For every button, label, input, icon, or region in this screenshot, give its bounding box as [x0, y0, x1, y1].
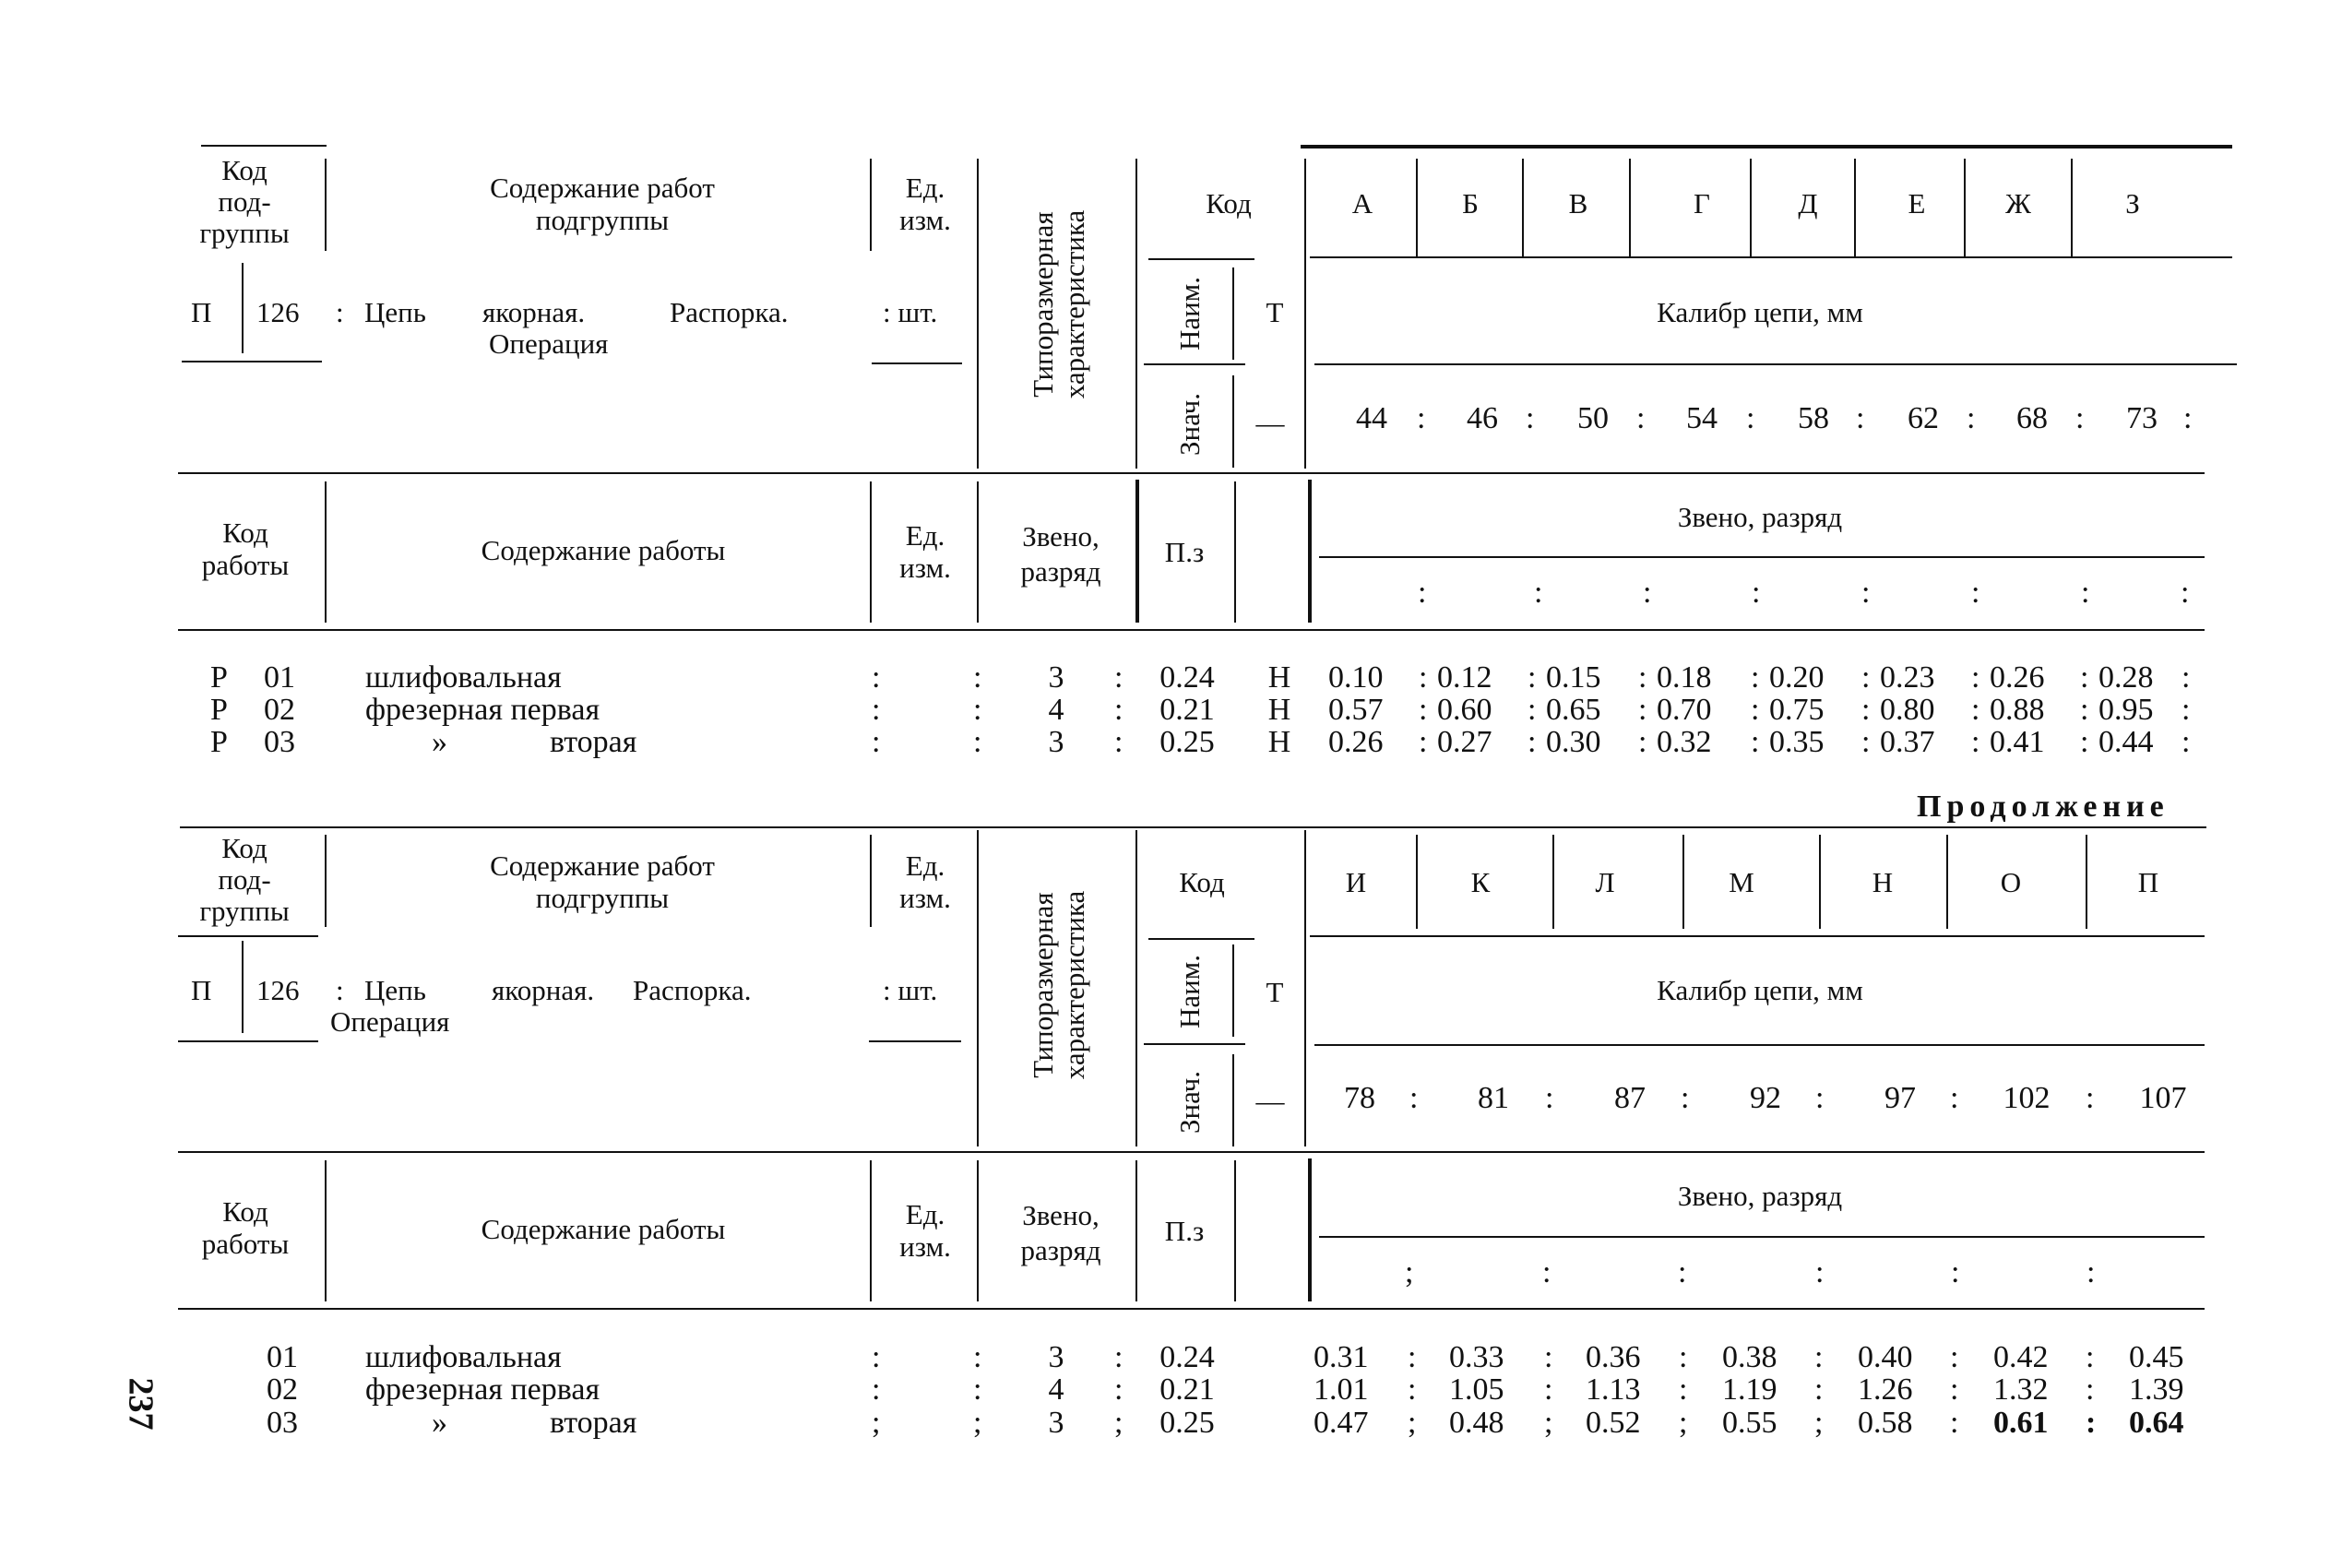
value-cell: 0.40 — [1858, 1340, 1913, 1374]
row-pz: 0.24 — [1159, 1340, 1215, 1374]
crew-title: Звено, разряд — [1677, 501, 1843, 533]
colon: : — [2081, 576, 2090, 610]
value-cell: 0.57 — [1328, 693, 1384, 727]
rule — [178, 935, 318, 937]
colon: : — [872, 660, 881, 695]
unit-header: Ед. изм. — [899, 1198, 951, 1263]
colon: : — [1950, 1081, 1959, 1115]
size-characteristic-header: Типоразмерная характеристика — [1026, 209, 1090, 399]
letter-cell: П — [2137, 866, 2159, 898]
row-t: Н — [1267, 693, 1291, 727]
subgroup-code: 126 — [256, 974, 300, 1006]
row-prefix: Р — [210, 725, 228, 759]
colon: : — [1967, 401, 1976, 435]
value-header: Знач. — [1172, 393, 1206, 456]
value-cell: 1.01 — [1314, 1372, 1369, 1407]
subgroup-code-header: Код под- группы — [199, 154, 290, 249]
rule — [1854, 159, 1856, 256]
row-name: фрезерная первая — [365, 693, 600, 727]
colon: : — [336, 296, 344, 328]
rule — [1135, 1160, 1137, 1301]
rule — [977, 830, 979, 1146]
colon: : — [1752, 576, 1761, 610]
rule — [1314, 1044, 2205, 1046]
rule — [325, 159, 327, 251]
value-cell: 0.20 — [1769, 660, 1825, 695]
colon: : — [1418, 576, 1427, 610]
value-cell: 0.52 — [1586, 1406, 1641, 1440]
rule — [325, 835, 327, 927]
value-cell: 1.26 — [1858, 1372, 1913, 1407]
value-cell: 0.12 — [1437, 660, 1492, 695]
caliber-value: 68 — [2016, 401, 2048, 435]
colon: : — [1951, 1255, 1960, 1289]
row-pz: 0.25 — [1159, 1406, 1215, 1440]
rule — [1304, 830, 1306, 1146]
colon: : — [1815, 1255, 1825, 1289]
subgroup-prefix: П — [191, 296, 212, 328]
colon: : — [336, 974, 344, 1006]
rule — [178, 1040, 318, 1042]
rule — [870, 159, 872, 251]
rule — [1416, 835, 1418, 929]
rule — [1301, 145, 2232, 148]
colon: : — [1746, 401, 1755, 435]
colon: : — [973, 693, 982, 727]
rule — [1310, 935, 2205, 937]
letter-cell: Л — [1595, 866, 1615, 898]
work-code-header: Код работы — [201, 517, 290, 581]
colon: : — [2086, 1255, 2096, 1289]
colon: : — [1114, 693, 1123, 727]
subgroup-content-header: Содержание работ подгруппы — [490, 172, 715, 236]
letter-cell: Н — [1872, 866, 1894, 898]
rule — [178, 472, 2205, 474]
caliber-value: 81 — [1478, 1081, 1509, 1115]
rule — [1308, 480, 1312, 623]
rule — [977, 1160, 979, 1301]
value-cell: 1.19 — [1722, 1372, 1777, 1407]
ditto-mark: » — [432, 1406, 447, 1440]
row-crew: 3 — [1048, 1406, 1064, 1440]
letter-cell: К — [1470, 866, 1491, 898]
caliber-value: 78 — [1344, 1081, 1375, 1115]
caliber-title: Калибр цепи, мм — [1657, 296, 1863, 328]
caliber-value: 87 — [1614, 1081, 1646, 1115]
colon: : — [1681, 1081, 1690, 1115]
colon: : — [2075, 401, 2085, 435]
name-header: Наим. — [1172, 954, 1206, 1029]
row-pz: 0.21 — [1159, 693, 1215, 727]
rule — [1308, 1158, 1312, 1301]
rule — [1522, 159, 1524, 256]
value-cell: 0.28 — [2098, 660, 2154, 695]
rule — [870, 835, 872, 927]
rule — [242, 263, 244, 353]
row-code: 01 — [267, 1340, 298, 1374]
rule — [1682, 835, 1684, 929]
letter-cell: Б — [1462, 187, 1479, 220]
letter-cell: Г — [1694, 187, 1710, 220]
colon: : — [1114, 725, 1123, 759]
code-header: Код — [1206, 187, 1252, 220]
colon: ; — [872, 1406, 881, 1440]
value-cell: 0.55 — [1722, 1406, 1777, 1440]
rule — [870, 1160, 872, 1301]
ditto-mark: » — [432, 725, 447, 759]
row-code: 01 — [264, 660, 295, 695]
rule — [977, 159, 979, 469]
colon: : — [973, 725, 982, 759]
colon: : — [1643, 576, 1652, 610]
rule — [2071, 159, 2073, 256]
caliber-value: 54 — [1686, 401, 1718, 435]
value-cell: 0.42 — [1993, 1340, 2049, 1374]
value-cell: 0.60 — [1437, 693, 1492, 727]
colon: : — [2183, 401, 2193, 435]
row-name: вторая — [550, 725, 637, 759]
colon: : — [1114, 660, 1123, 695]
value-cell: 0.44 — [2098, 725, 2154, 759]
caliber-value: 92 — [1750, 1081, 1781, 1115]
caliber-value: 97 — [1884, 1081, 1916, 1115]
value-cell: 0.65 — [1546, 693, 1601, 727]
value-cell: 1.32 — [1993, 1372, 2049, 1407]
subgroup-unit: : шт. — [883, 974, 938, 1006]
value-cell: 1.39 — [2129, 1372, 2184, 1407]
value-cell: 0.45 — [2129, 1340, 2184, 1374]
row-name: шлифовальная — [365, 1340, 562, 1374]
row-prefix: Р — [210, 660, 228, 695]
rule — [1310, 256, 2232, 258]
rule — [1135, 830, 1137, 1146]
subgroup-name-word: якорная. — [492, 974, 595, 1006]
colon: : — [872, 1372, 881, 1407]
value-cell: 0.64 — [2129, 1406, 2184, 1440]
rule — [869, 1040, 961, 1042]
colon: : — [973, 660, 982, 695]
rule — [1148, 938, 1254, 940]
row-code: 03 — [267, 1406, 298, 1440]
colon: : — [1542, 1255, 1551, 1289]
colon: : — [1861, 576, 1871, 610]
rule — [201, 145, 327, 147]
row-crew: 3 — [1048, 725, 1064, 759]
rule — [1135, 480, 1139, 623]
value-cell: 0.75 — [1769, 693, 1825, 727]
rule — [178, 1151, 2205, 1153]
rule — [2086, 835, 2087, 929]
value-cell: 0.15 — [1546, 660, 1601, 695]
colon: : — [1114, 1372, 1123, 1407]
value-cell: 0.23 — [1880, 660, 1935, 695]
rule — [178, 1308, 2205, 1310]
pz-header: П.з — [1164, 1215, 1205, 1247]
letter-cell: В — [1568, 187, 1588, 220]
row-code: 02 — [267, 1372, 298, 1407]
rule — [1946, 835, 1948, 929]
colon: : — [1534, 576, 1543, 610]
rule — [1629, 159, 1631, 256]
row-pz: 0.25 — [1159, 725, 1215, 759]
subgroup-unit: : шт. — [883, 296, 938, 328]
letter-cell: И — [1345, 866, 1367, 898]
value-cell: 0.80 — [1880, 693, 1935, 727]
caliber-value: 50 — [1577, 401, 1609, 435]
continuation-label: Продолжение — [1917, 790, 2170, 824]
colon: : — [1417, 401, 1426, 435]
rule — [870, 481, 872, 623]
subgroup-name-word: якорная. — [482, 296, 586, 328]
colon: : — [2181, 576, 2190, 610]
value-cell: 1.13 — [1586, 1372, 1641, 1407]
letter-cell: Ж — [2005, 187, 2031, 220]
letter-cell: Е — [1908, 187, 1926, 220]
colon: ; — [1405, 1255, 1414, 1289]
colon: ; — [1114, 1406, 1123, 1440]
subgroup-name-word: Распорка. — [670, 296, 789, 328]
unit-header: Ед. изм. — [899, 519, 951, 584]
subgroup-code-header: Код под- группы — [199, 832, 290, 927]
subgroup-name-word: Цепь — [364, 974, 426, 1006]
value-cell: 0.48 — [1449, 1406, 1504, 1440]
row-code: 02 — [264, 693, 295, 727]
caliber-value: 107 — [2139, 1081, 2187, 1115]
colon: : — [872, 725, 881, 759]
rule — [1232, 1054, 1234, 1146]
rule — [1750, 159, 1752, 256]
value-cell: 0.33 — [1449, 1340, 1504, 1374]
row-name: вторая — [550, 1406, 637, 1440]
value-cell: 1.05 — [1449, 1372, 1504, 1407]
row-t: Н — [1267, 660, 1291, 695]
page-number: 237 — [121, 1377, 160, 1431]
value-cell: 0.95 — [2098, 693, 2154, 727]
row-crew: 3 — [1048, 1340, 1064, 1374]
code-header: Код — [1179, 866, 1225, 898]
colon: : — [872, 1340, 881, 1374]
subgroup-name-word: Распорка. — [633, 974, 752, 1006]
unit-header: Ед. изм. — [899, 849, 951, 914]
colon: : — [1815, 1081, 1825, 1115]
row-pz: 0.21 — [1159, 1372, 1215, 1407]
value-cell: 0.47 — [1314, 1406, 1369, 1440]
colon: ; — [973, 1406, 982, 1440]
colon: : — [1526, 401, 1535, 435]
work-code-header: Код работы — [201, 1195, 290, 1260]
rule — [1819, 835, 1821, 929]
colon: : — [1971, 576, 1980, 610]
caliber-value: 102 — [2003, 1081, 2051, 1115]
rule — [1232, 267, 1234, 360]
row-pz: 0.24 — [1159, 660, 1215, 695]
rule — [325, 1160, 327, 1301]
colon: : — [973, 1340, 982, 1374]
value-cell: 0.26 — [1990, 660, 2045, 695]
subgroup-code: 126 — [256, 296, 300, 328]
subgroup-content-header: Содержание работ подгруппы — [490, 849, 715, 914]
row-crew: 4 — [1048, 1372, 1064, 1407]
caliber-value: 58 — [1798, 401, 1829, 435]
colon: : — [1409, 1081, 1419, 1115]
value-cell: 0.10 — [1328, 660, 1384, 695]
dash: — — [1255, 1085, 1285, 1117]
value-cell: 0.58 — [1858, 1406, 1913, 1440]
rule — [242, 941, 244, 1033]
value-cell: 0.61 — [1993, 1406, 2049, 1440]
t-header: Т — [1266, 976, 1284, 1008]
rule — [1314, 363, 2237, 365]
crew-title: Звено, разряд — [1677, 1180, 1843, 1212]
rule — [977, 481, 979, 623]
subgroup-name-word: Цепь — [364, 296, 426, 328]
subgroup-name-bottom: Операция — [489, 327, 609, 360]
rule — [1416, 159, 1418, 256]
rule — [1135, 159, 1137, 469]
work-content-header: Содержание работы — [481, 534, 726, 566]
row-prefix: Р — [210, 693, 228, 727]
rule — [182, 361, 322, 362]
name-header: Наим. — [1172, 276, 1206, 351]
value-header: Знач. — [1172, 1071, 1206, 1134]
rule — [1319, 1236, 2205, 1238]
rule — [872, 362, 962, 364]
t-header: Т — [1266, 296, 1284, 328]
rule — [1234, 1160, 1236, 1301]
row-code: 03 — [264, 725, 295, 759]
rule — [1552, 835, 1554, 929]
row-t: Н — [1267, 725, 1291, 759]
subgroup-name-bottom: Операция — [330, 1005, 450, 1038]
rule — [325, 481, 327, 623]
letter-cell: З — [2125, 187, 2140, 220]
letter-cell: А — [1351, 187, 1373, 220]
colon: : — [2086, 1081, 2095, 1115]
value-cell: 0.38 — [1722, 1340, 1777, 1374]
rule — [1232, 944, 1234, 1037]
letter-cell: М — [1729, 866, 1754, 898]
rule — [1304, 159, 1306, 469]
rule — [1144, 1043, 1245, 1045]
value-cell: 0.30 — [1546, 725, 1601, 759]
colon: : — [1856, 401, 1865, 435]
colon: : — [1114, 1340, 1123, 1374]
caliber-value: 46 — [1467, 401, 1498, 435]
colon: : — [1636, 401, 1646, 435]
pz-header: П.з — [1164, 536, 1205, 568]
caliber-title: Калибр цепи, мм — [1657, 974, 1863, 1006]
rule — [1144, 363, 1245, 365]
rule — [1234, 481, 1236, 623]
row-name: фрезерная первая — [365, 1372, 600, 1407]
caliber-value: 44 — [1356, 401, 1387, 435]
row-crew: 4 — [1048, 693, 1064, 727]
value-cell: 0.70 — [1657, 693, 1712, 727]
value-cell: 0.36 — [1586, 1340, 1641, 1374]
row-crew: 3 — [1048, 660, 1064, 695]
rule — [1319, 556, 2205, 558]
work-content-header: Содержание работы — [481, 1213, 726, 1245]
letter-cell: Д — [1798, 187, 1818, 220]
rule — [178, 629, 2205, 631]
rule — [1232, 375, 1234, 468]
rule — [1964, 159, 1966, 256]
value-cell: 0.26 — [1328, 725, 1384, 759]
letter-cell: О — [2000, 866, 2022, 898]
value-cell: 0.31 — [1314, 1340, 1369, 1374]
value-cell: 0.32 — [1657, 725, 1712, 759]
value-cell: 0.88 — [1990, 693, 2045, 727]
size-characteristic-header: Типоразмерная характеристика — [1026, 890, 1090, 1080]
colon: : — [872, 693, 881, 727]
crew-header: Звено, разряд — [1020, 520, 1101, 588]
colon: : — [973, 1372, 982, 1407]
crew-header: Звено, разряд — [1020, 1199, 1101, 1266]
unit-header: Ед. изм. — [899, 172, 951, 236]
caliber-value: 73 — [2126, 401, 2158, 435]
value-cell: 0.41 — [1990, 725, 2045, 759]
rule — [180, 826, 2206, 828]
value-cell: 0.18 — [1657, 660, 1712, 695]
caliber-value: 62 — [1908, 401, 1939, 435]
rule — [1148, 258, 1254, 260]
colon: : — [1678, 1255, 1687, 1289]
colon: : — [1545, 1081, 1554, 1115]
subgroup-prefix: П — [191, 974, 212, 1006]
value-cell: 0.35 — [1769, 725, 1825, 759]
row-name: шлифовальная — [365, 660, 562, 695]
value-cell: 0.37 — [1880, 725, 1935, 759]
value-cell: 0.27 — [1437, 725, 1492, 759]
dash: — — [1255, 407, 1285, 439]
